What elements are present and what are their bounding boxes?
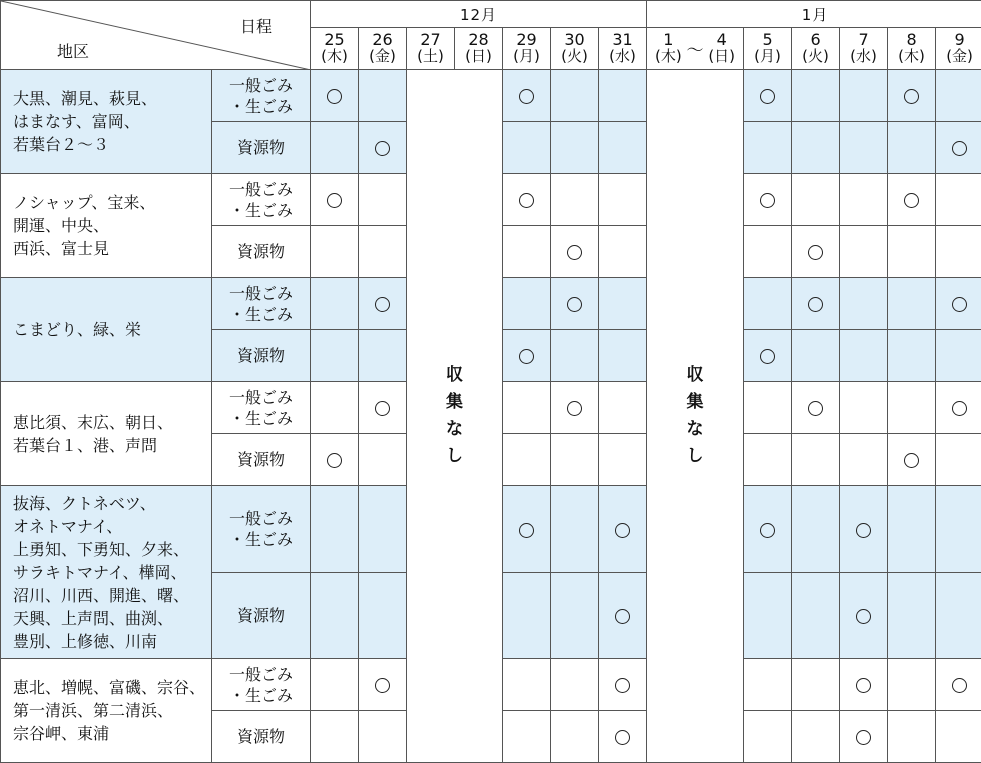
collection-mark-icon bbox=[375, 141, 390, 156]
day-number: 26 bbox=[372, 30, 393, 49]
cell-dec-29 bbox=[503, 278, 551, 330]
cell-dec-31 bbox=[599, 122, 647, 174]
district-name-line: 豊別、上修徳、川南 bbox=[13, 631, 158, 651]
cell-jan-6 bbox=[792, 573, 840, 659]
district-name-line: こまどり、緑、栄 bbox=[13, 320, 142, 339]
district-name-line: 抜海、クトネベツ、 bbox=[13, 493, 156, 513]
cell-jan-6 bbox=[792, 70, 840, 122]
cell-dec-30 bbox=[551, 70, 599, 122]
cell-jan-7 bbox=[840, 382, 888, 434]
cell-dec-25 bbox=[311, 330, 359, 382]
district-name-line: 恵北、増幌、富磯、宗谷、 bbox=[13, 678, 206, 697]
type-general-waste bbox=[212, 382, 311, 434]
type-general-waste bbox=[212, 659, 311, 711]
collection-mark-icon bbox=[952, 141, 967, 156]
cell-dec-31 bbox=[599, 174, 647, 226]
range-start-day: 1 bbox=[663, 30, 674, 49]
month-december: 12月 bbox=[311, 1, 647, 28]
cell-dec-25 bbox=[311, 434, 359, 486]
cell-jan-8 bbox=[888, 382, 936, 434]
cell-dec-26 bbox=[359, 382, 407, 434]
district-name-line: ノシャップ、宝来、 bbox=[13, 193, 156, 212]
cell-jan-5 bbox=[744, 122, 792, 174]
cell-jan-7 bbox=[840, 711, 888, 763]
district-name-line: 大黒、潮見、萩見、 bbox=[13, 89, 158, 108]
day-weekday: (木) bbox=[898, 47, 925, 65]
cell-jan-7 bbox=[840, 122, 888, 174]
cell-jan-9 bbox=[936, 70, 981, 122]
cell-jan-5 bbox=[744, 70, 792, 122]
cell-dec-26 bbox=[359, 486, 407, 573]
cell-dec-31 bbox=[599, 382, 647, 434]
day-number: 28 bbox=[468, 30, 489, 49]
header-corner bbox=[1, 1, 311, 70]
cell-dec-25 bbox=[311, 122, 359, 174]
cell-dec-26 bbox=[359, 122, 407, 174]
collection-mark-icon bbox=[760, 193, 775, 208]
day-number: 5 bbox=[762, 30, 773, 49]
cell-dec-30 bbox=[551, 174, 599, 226]
type-label-line: ・生ごみ bbox=[228, 408, 293, 428]
day-header-jan-5 bbox=[744, 28, 792, 70]
collection-mark-icon bbox=[327, 89, 342, 104]
collection-mark-icon bbox=[327, 193, 342, 208]
cell-jan-8 bbox=[888, 486, 936, 573]
day-header-dec-26 bbox=[359, 28, 407, 70]
type-label-line: 一般ごみ bbox=[228, 509, 293, 528]
collection-mark-icon bbox=[615, 730, 630, 745]
cell-dec-29 bbox=[503, 434, 551, 486]
cell-dec-29 bbox=[503, 330, 551, 382]
day-number: 27 bbox=[420, 30, 441, 49]
cell-dec-31 bbox=[599, 486, 647, 573]
cell-jan-9 bbox=[936, 122, 981, 174]
cell-jan-5 bbox=[744, 573, 792, 659]
cell-dec-29 bbox=[503, 486, 551, 573]
collection-mark-icon bbox=[519, 193, 534, 208]
collection-mark-icon bbox=[904, 453, 919, 468]
type-label-line: 一般ごみ bbox=[228, 283, 293, 303]
cell-dec-29 bbox=[503, 659, 551, 711]
type-general-waste bbox=[212, 278, 311, 330]
cell-dec-31 bbox=[599, 711, 647, 763]
cell-dec-26 bbox=[359, 226, 407, 278]
day-weekday: (金) bbox=[369, 47, 396, 65]
cell-dec-26 bbox=[359, 278, 407, 330]
collection-mark-icon bbox=[615, 678, 630, 693]
cell-jan-7 bbox=[840, 434, 888, 486]
cell-dec-26 bbox=[359, 711, 407, 763]
type-label-line: 一般ごみ bbox=[228, 664, 293, 684]
cell-jan-9 bbox=[936, 659, 981, 711]
cell-dec-30 bbox=[551, 711, 599, 763]
type-label: 資源物 bbox=[236, 138, 285, 157]
cell-dec-30 bbox=[551, 573, 599, 659]
no-collection-char: 収 bbox=[446, 365, 463, 385]
month-january: 1月 bbox=[647, 1, 981, 28]
cell-jan-9 bbox=[936, 711, 981, 763]
day-weekday: (日) bbox=[465, 47, 492, 65]
cell-jan-5 bbox=[744, 659, 792, 711]
type-resources bbox=[212, 122, 311, 174]
cell-jan-9 bbox=[936, 174, 981, 226]
cell-dec-31 bbox=[599, 659, 647, 711]
no-collection-char: 収 bbox=[686, 365, 704, 385]
day-header-dec-30 bbox=[551, 28, 599, 70]
type-general-waste bbox=[212, 486, 311, 573]
district-name-line: 第一清浜、第二清浜、 bbox=[13, 701, 174, 720]
day-header-dec-31 bbox=[599, 28, 647, 70]
cell-jan-6 bbox=[792, 711, 840, 763]
cell-jan-7 bbox=[840, 70, 888, 122]
type-label-line: ・生ごみ bbox=[228, 96, 293, 116]
day-header-jan-7 bbox=[840, 28, 888, 70]
cell-jan-8 bbox=[888, 434, 936, 486]
day-header-dec-28 bbox=[455, 28, 503, 70]
cell-dec-30 bbox=[551, 122, 599, 174]
no-collection-char: 集 bbox=[446, 392, 463, 412]
collection-mark-icon bbox=[327, 453, 342, 468]
type-label: 資源物 bbox=[236, 242, 285, 261]
cell-jan-6 bbox=[792, 278, 840, 330]
cell-dec-29 bbox=[503, 711, 551, 763]
cell-jan-5 bbox=[744, 434, 792, 486]
collection-mark-icon bbox=[760, 523, 775, 538]
no-collection-dec bbox=[407, 70, 503, 763]
collection-mark-icon bbox=[760, 89, 775, 104]
range-end-day: 4 bbox=[716, 30, 727, 49]
collection-mark-icon bbox=[856, 609, 871, 624]
cell-dec-30 bbox=[551, 278, 599, 330]
type-label: 資源物 bbox=[236, 450, 285, 469]
cell-jan-9 bbox=[936, 486, 981, 573]
day-weekday: (月) bbox=[513, 47, 540, 65]
cell-dec-25 bbox=[311, 382, 359, 434]
type-resources bbox=[212, 434, 311, 486]
no-collection-char: な bbox=[686, 419, 704, 439]
collection-mark-icon bbox=[567, 297, 582, 312]
collection-mark-icon bbox=[856, 730, 871, 745]
type-label-line: 一般ごみ bbox=[228, 387, 293, 407]
cell-dec-30 bbox=[551, 226, 599, 278]
type-label-line: 一般ごみ bbox=[228, 75, 293, 95]
day-header-dec-27 bbox=[407, 28, 455, 70]
cell-dec-26 bbox=[359, 659, 407, 711]
cell-dec-31 bbox=[599, 573, 647, 659]
cell-dec-29 bbox=[503, 70, 551, 122]
day-number: 8 bbox=[906, 30, 917, 49]
cell-jan-7 bbox=[840, 330, 888, 382]
district-name-line: 若葉台２～３ bbox=[13, 135, 110, 154]
collection-mark-icon bbox=[519, 523, 534, 538]
district-names bbox=[1, 174, 212, 278]
cell-jan-8 bbox=[888, 330, 936, 382]
cell-dec-25 bbox=[311, 70, 359, 122]
cell-jan-5 bbox=[744, 174, 792, 226]
type-label-line: ・生ごみ bbox=[228, 530, 293, 549]
cell-dec-25 bbox=[311, 711, 359, 763]
day-weekday: (金) bbox=[946, 47, 973, 65]
type-general-waste bbox=[212, 174, 311, 226]
cell-jan-9 bbox=[936, 278, 981, 330]
cell-jan-9 bbox=[936, 573, 981, 659]
cell-dec-30 bbox=[551, 434, 599, 486]
range-end-weekday: (日) bbox=[708, 47, 736, 65]
district-name-line: 宗谷岬、東浦 bbox=[13, 724, 110, 743]
type-label-line: ・生ごみ bbox=[228, 685, 293, 705]
district-name-line: 上勇知、下勇知、夕来、 bbox=[13, 539, 190, 559]
collection-mark-icon bbox=[615, 523, 630, 538]
day-number: 7 bbox=[858, 30, 869, 49]
cell-jan-6 bbox=[792, 122, 840, 174]
cell-dec-30 bbox=[551, 659, 599, 711]
district-name-line: サラキトマナイ、樺岡、 bbox=[13, 562, 187, 582]
type-resources bbox=[212, 330, 311, 382]
schedule-row bbox=[1, 70, 981, 122]
day-header-jan-range bbox=[647, 28, 744, 70]
collection-mark-icon bbox=[808, 245, 823, 260]
no-collection-char: な bbox=[446, 419, 463, 439]
cell-jan-9 bbox=[936, 226, 981, 278]
district-name-line: はまなす、富岡、 bbox=[13, 112, 140, 131]
cell-dec-25 bbox=[311, 226, 359, 278]
cell-jan-9 bbox=[936, 434, 981, 486]
cell-dec-25 bbox=[311, 659, 359, 711]
cell-dec-29 bbox=[503, 382, 551, 434]
type-resources bbox=[212, 573, 311, 659]
no-collection-char: 集 bbox=[686, 392, 704, 412]
collection-mark-icon bbox=[904, 89, 919, 104]
district-names bbox=[1, 659, 212, 763]
collection-mark-icon bbox=[952, 401, 967, 416]
day-weekday: (水) bbox=[850, 47, 877, 65]
cell-jan-5 bbox=[744, 278, 792, 330]
area-label: 地区 bbox=[57, 42, 90, 61]
cell-dec-25 bbox=[311, 174, 359, 226]
district-name-line: 開運、中央、 bbox=[13, 216, 110, 235]
collection-mark-icon bbox=[808, 297, 823, 312]
district-names bbox=[1, 70, 212, 174]
cell-jan-6 bbox=[792, 382, 840, 434]
day-header-dec-25 bbox=[311, 28, 359, 70]
day-header-jan-8 bbox=[888, 28, 936, 70]
district-names bbox=[1, 382, 212, 486]
no-collection-jan bbox=[647, 70, 744, 763]
cell-dec-31 bbox=[599, 70, 647, 122]
cell-dec-31 bbox=[599, 434, 647, 486]
cell-jan-6 bbox=[792, 434, 840, 486]
collection-mark-icon bbox=[567, 401, 582, 416]
collection-mark-icon bbox=[760, 349, 775, 364]
day-number: 6 bbox=[810, 30, 821, 49]
district-name-line: 西浜、富士見 bbox=[13, 239, 110, 258]
cell-dec-30 bbox=[551, 330, 599, 382]
cell-jan-7 bbox=[840, 573, 888, 659]
cell-jan-7 bbox=[840, 226, 888, 278]
type-label: 資源物 bbox=[236, 346, 285, 365]
cell-jan-6 bbox=[792, 174, 840, 226]
cell-jan-6 bbox=[792, 226, 840, 278]
cell-dec-30 bbox=[551, 382, 599, 434]
day-weekday: (火) bbox=[561, 47, 588, 65]
type-label-line: ・生ごみ bbox=[228, 200, 293, 220]
cell-jan-5 bbox=[744, 486, 792, 573]
cell-jan-8 bbox=[888, 573, 936, 659]
collection-mark-icon bbox=[952, 678, 967, 693]
cell-jan-7 bbox=[840, 486, 888, 573]
day-number: 30 bbox=[564, 30, 585, 49]
cell-dec-31 bbox=[599, 278, 647, 330]
day-weekday: (土) bbox=[417, 47, 444, 65]
collection-mark-icon bbox=[856, 523, 871, 538]
cell-jan-8 bbox=[888, 122, 936, 174]
cell-jan-8 bbox=[888, 659, 936, 711]
district-names bbox=[1, 486, 212, 659]
type-general-waste bbox=[212, 70, 311, 122]
cell-jan-5 bbox=[744, 226, 792, 278]
collection-mark-icon bbox=[615, 609, 630, 624]
day-number: 25 bbox=[324, 30, 345, 49]
cell-dec-26 bbox=[359, 573, 407, 659]
district-names bbox=[1, 278, 212, 382]
cell-dec-26 bbox=[359, 434, 407, 486]
type-label: 資源物 bbox=[236, 606, 285, 625]
district-name-line: 天興、上声問、曲渕、 bbox=[13, 608, 174, 628]
cell-jan-8 bbox=[888, 70, 936, 122]
collection-mark-icon bbox=[375, 401, 390, 416]
range-tilde: ～ bbox=[686, 41, 704, 61]
day-number: 31 bbox=[612, 30, 633, 49]
collection-mark-icon bbox=[808, 401, 823, 416]
day-weekday: (月) bbox=[754, 47, 781, 65]
district-name-line: 若葉台１、港、声問 bbox=[13, 435, 158, 455]
cell-dec-25 bbox=[311, 486, 359, 573]
cell-jan-8 bbox=[888, 174, 936, 226]
cell-jan-7 bbox=[840, 659, 888, 711]
district-name-line: オネトマナイ、 bbox=[13, 516, 123, 536]
collection-mark-icon bbox=[519, 349, 534, 364]
cell-dec-26 bbox=[359, 70, 407, 122]
cell-jan-9 bbox=[936, 330, 981, 382]
no-collection-char: し bbox=[686, 446, 704, 466]
cell-jan-5 bbox=[744, 382, 792, 434]
collection-mark-icon bbox=[375, 678, 390, 693]
day-number: 9 bbox=[954, 30, 965, 49]
range-start-weekday: (木) bbox=[655, 47, 682, 65]
no-collection-char: し bbox=[446, 446, 463, 466]
cell-jan-6 bbox=[792, 330, 840, 382]
collection-mark-icon bbox=[904, 193, 919, 208]
type-resources bbox=[212, 711, 311, 763]
schedule-body bbox=[1, 70, 981, 763]
day-weekday: (木) bbox=[321, 47, 348, 65]
cell-dec-26 bbox=[359, 174, 407, 226]
cell-jan-7 bbox=[840, 278, 888, 330]
type-label: 資源物 bbox=[236, 727, 285, 746]
cell-dec-25 bbox=[311, 278, 359, 330]
cell-jan-5 bbox=[744, 711, 792, 763]
cell-jan-9 bbox=[936, 382, 981, 434]
district-name-line: 恵比須、末広、朝日、 bbox=[13, 412, 174, 432]
cell-dec-29 bbox=[503, 174, 551, 226]
cell-jan-8 bbox=[888, 711, 936, 763]
cell-jan-8 bbox=[888, 226, 936, 278]
type-label-line: 一般ごみ bbox=[228, 179, 293, 199]
day-header-jan-9 bbox=[936, 28, 981, 70]
day-weekday: (水) bbox=[609, 47, 636, 65]
day-header-dec-29 bbox=[503, 28, 551, 70]
collection-mark-icon bbox=[856, 678, 871, 693]
collection-mark-icon bbox=[375, 297, 390, 312]
cell-dec-29 bbox=[503, 226, 551, 278]
cell-dec-29 bbox=[503, 122, 551, 174]
schedule-label: 日程 bbox=[239, 17, 272, 36]
cell-jan-8 bbox=[888, 278, 936, 330]
collection-mark-icon bbox=[519, 89, 534, 104]
cell-dec-25 bbox=[311, 573, 359, 659]
collection-mark-icon bbox=[567, 245, 582, 260]
day-header-jan-6 bbox=[792, 28, 840, 70]
cell-dec-26 bbox=[359, 330, 407, 382]
cell-jan-7 bbox=[840, 174, 888, 226]
district-name-line: 沼川、川西、開進、曙、 bbox=[13, 585, 190, 605]
day-weekday: (火) bbox=[802, 47, 829, 65]
type-label-line: ・生ごみ bbox=[228, 304, 293, 324]
cell-jan-6 bbox=[792, 659, 840, 711]
cell-dec-31 bbox=[599, 330, 647, 382]
cell-jan-6 bbox=[792, 486, 840, 573]
type-resources bbox=[212, 226, 311, 278]
cell-dec-31 bbox=[599, 226, 647, 278]
cell-dec-30 bbox=[551, 486, 599, 573]
collection-mark-icon bbox=[952, 297, 967, 312]
cell-dec-29 bbox=[503, 573, 551, 659]
cell-jan-5 bbox=[744, 330, 792, 382]
day-number: 29 bbox=[516, 30, 537, 49]
